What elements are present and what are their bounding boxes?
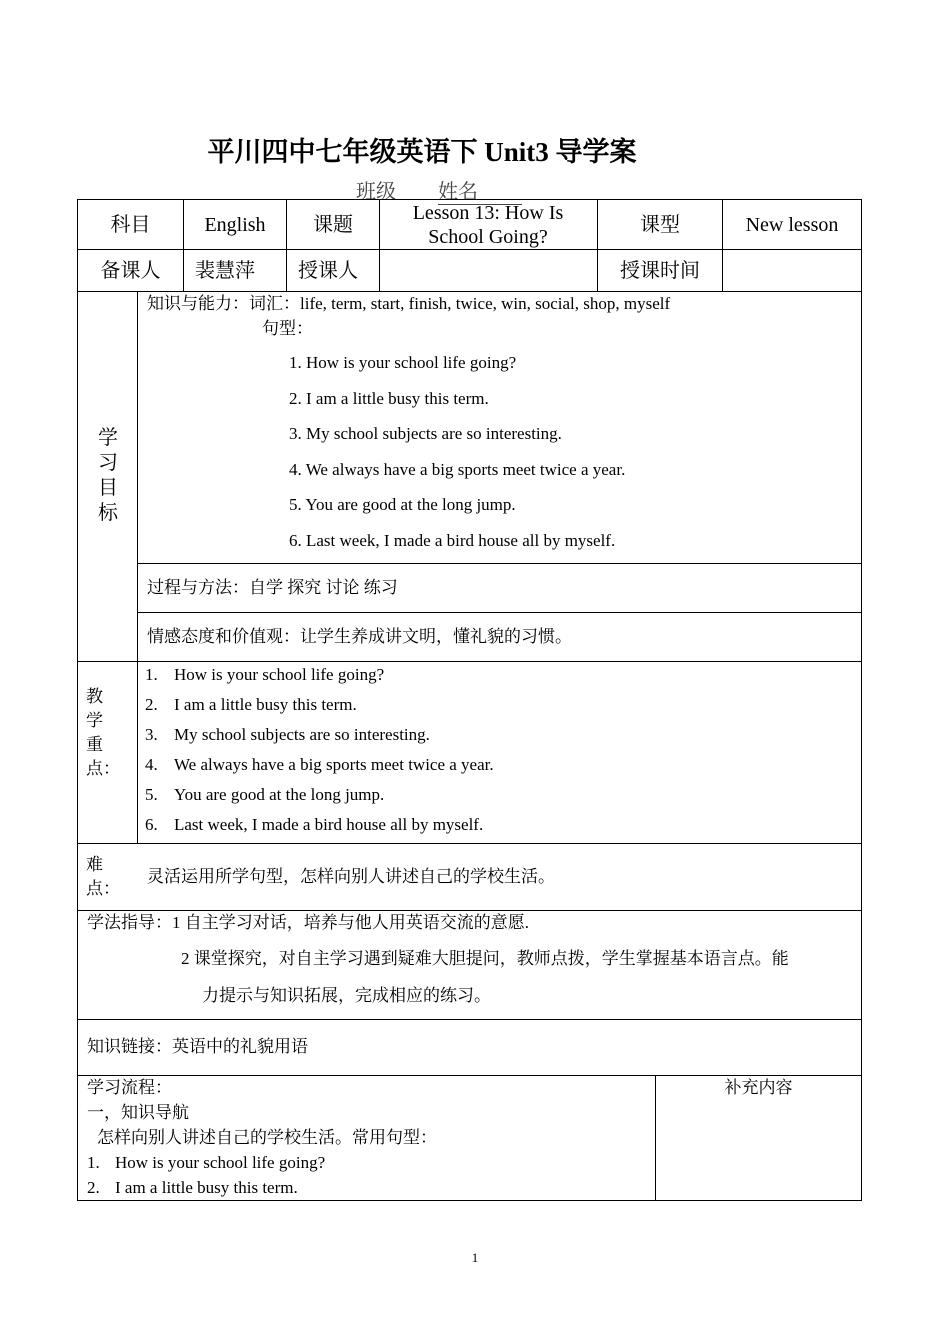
vocab-words: life, term, start, finish, twice, win, social, shop, myself: [300, 294, 671, 313]
process-section: 一，知识导航: [87, 1103, 189, 1122]
objective-sentence: 4. We always have a big sports meet twice a year.: [289, 460, 626, 479]
attitude-values: 情感态度和价值观：让学生养成讲文明，懂礼貌的习惯。: [147, 627, 572, 646]
guidance-line-3: 力提示与知识拓展，完成相应的练习。: [202, 986, 491, 1005]
list-item: 5. You are good at the long jump.: [145, 785, 385, 804]
page-title: 平川四中七年级英语下 Unit3 导学案: [207, 137, 637, 167]
teacher-label: 授课人: [298, 259, 358, 282]
knowledge-link: 知识链接：英语中的礼貌用语: [87, 1037, 308, 1056]
key-points-list: [145, 664, 494, 844]
list-item: 3. My school subjects are so interesting.: [145, 725, 430, 744]
teacher-value[interactable]: [380, 250, 597, 291]
objective-sentence: 1. How is your school life going?: [289, 353, 517, 372]
list-item: 4. We always have a big sports meet twice a year.: [145, 755, 494, 774]
guidance-line-2: 2 课堂探究，对自主学习遇到疑难大胆提问，教师点拨，学生掌握基本语言点。能: [181, 949, 789, 968]
guidance-line-1: 学法指导：1 自主学习对话，培养与他人用英语交流的意愿.: [87, 913, 529, 932]
topic-value: Lesson 13: How Is School Going?: [412, 201, 564, 248]
topic-label: 课题: [313, 213, 353, 236]
objective-sentence: 3. My school subjects are so interesting.: [289, 424, 562, 443]
supplement-label: 补充内容: [724, 1078, 793, 1097]
objective-sentence: 6. Last week, I made a bird house all by myself.: [289, 531, 616, 550]
objective-sentence: 2. I am a little busy this term.: [289, 389, 489, 408]
knowledge-line: [147, 293, 670, 315]
class-label: 班级: [356, 181, 396, 203]
list-item: 6. Last week, I made a bird house all by myself.: [145, 815, 484, 834]
subject-label: 科目: [110, 213, 151, 236]
prep-value: 裴慧萍: [195, 259, 255, 282]
difficulty-side-label: 难 点：: [86, 855, 120, 898]
vocab-label: 词汇：: [249, 294, 300, 313]
process-intro: 怎样向别人讲述自己的学校生活。常用句型：: [97, 1128, 437, 1147]
key-points-side-label: 教 学 重 点：: [86, 687, 120, 778]
list-item: 2. I am a little busy this term.: [145, 695, 357, 714]
process-method: 过程与方法：自学 探究 讨论 练习: [147, 578, 398, 597]
prep-label: 备课人: [100, 259, 161, 282]
subject-value: English: [204, 213, 266, 236]
list-item: 1. How is your school life going?: [87, 1153, 326, 1172]
name-label: 姓名: [438, 175, 522, 205]
objective-sentence: 5. You are good at the long jump.: [289, 495, 516, 514]
page-number: 1: [471, 1250, 479, 1265]
list-item: 2. I am a little busy this term.: [87, 1178, 298, 1197]
time-label: 授课时间: [620, 259, 700, 282]
sentence-label: 句型：: [262, 319, 313, 338]
list-item: 1. How is your school life going?: [145, 665, 385, 684]
time-value[interactable]: [723, 250, 861, 291]
type-value: New lesson: [745, 213, 839, 236]
objectives-side-label: 学 习 目 标: [98, 427, 118, 524]
knowledge-label: 知识与能力：: [147, 294, 249, 313]
type-label: 课型: [640, 213, 680, 236]
difficulty-text: 灵活运用所学句型，怎样向别人讲述自己的学校生活。: [147, 867, 555, 886]
process-label: 学习流程：: [87, 1078, 172, 1097]
